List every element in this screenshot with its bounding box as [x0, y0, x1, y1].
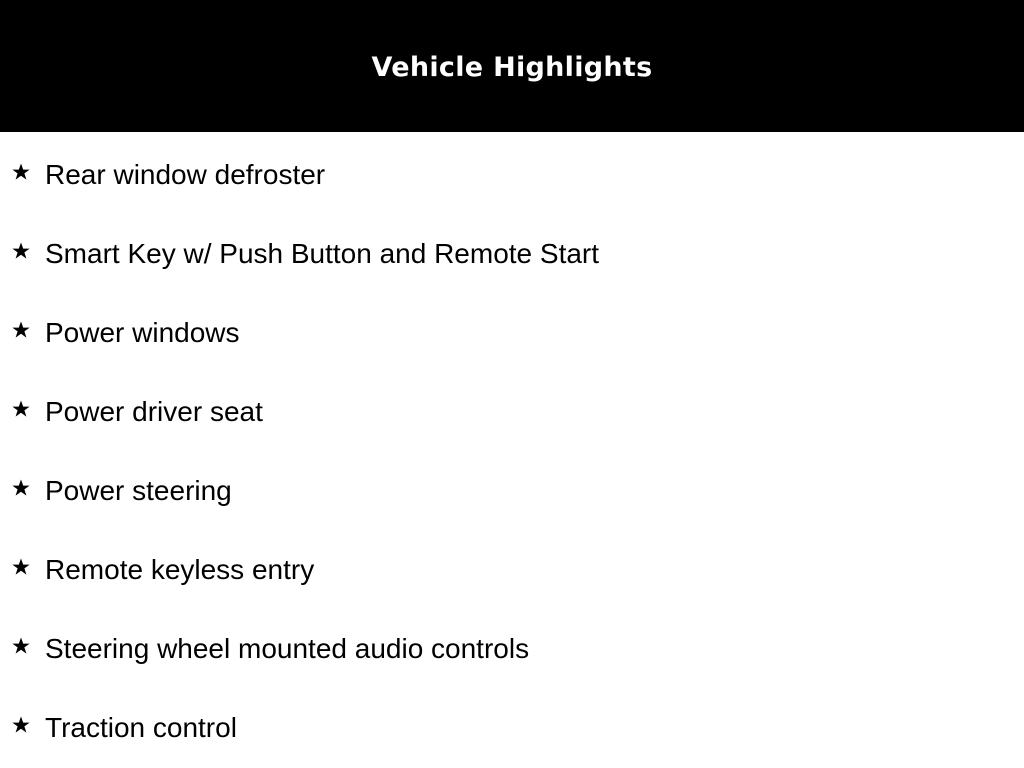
list-item [0, 310, 1024, 350]
list-item [0, 547, 1024, 587]
star-icon [11, 399, 31, 419]
page-title: Vehicle Highlights [371, 52, 653, 83]
star-icon [11, 241, 31, 261]
list-item-label: Remote keyless entry [45, 554, 315, 585]
list-item [0, 231, 1024, 271]
list-item-label: Rear window defroster [45, 159, 326, 190]
star-icon [11, 478, 31, 498]
list-item-label: Steering wheel mounted audio controls [45, 633, 530, 664]
list-item [0, 468, 1024, 508]
star-icon [11, 636, 31, 656]
list-item-label: Power steering [45, 475, 232, 506]
list-item [0, 152, 1024, 192]
header-bar [0, 0, 1024, 132]
star-icon [11, 557, 31, 577]
list-item [0, 705, 1024, 745]
list-item-label: Traction control [45, 712, 237, 743]
star-icon [11, 162, 31, 182]
star-icon [11, 715, 31, 735]
list-item [0, 389, 1024, 429]
list-item-label: Smart Key w/ Push Button and Remote Start [45, 238, 600, 269]
star-icon [11, 320, 31, 340]
list-item [0, 626, 1024, 666]
list-item-label: Power driver seat [45, 396, 263, 427]
list-item-label: Power windows [45, 317, 240, 348]
